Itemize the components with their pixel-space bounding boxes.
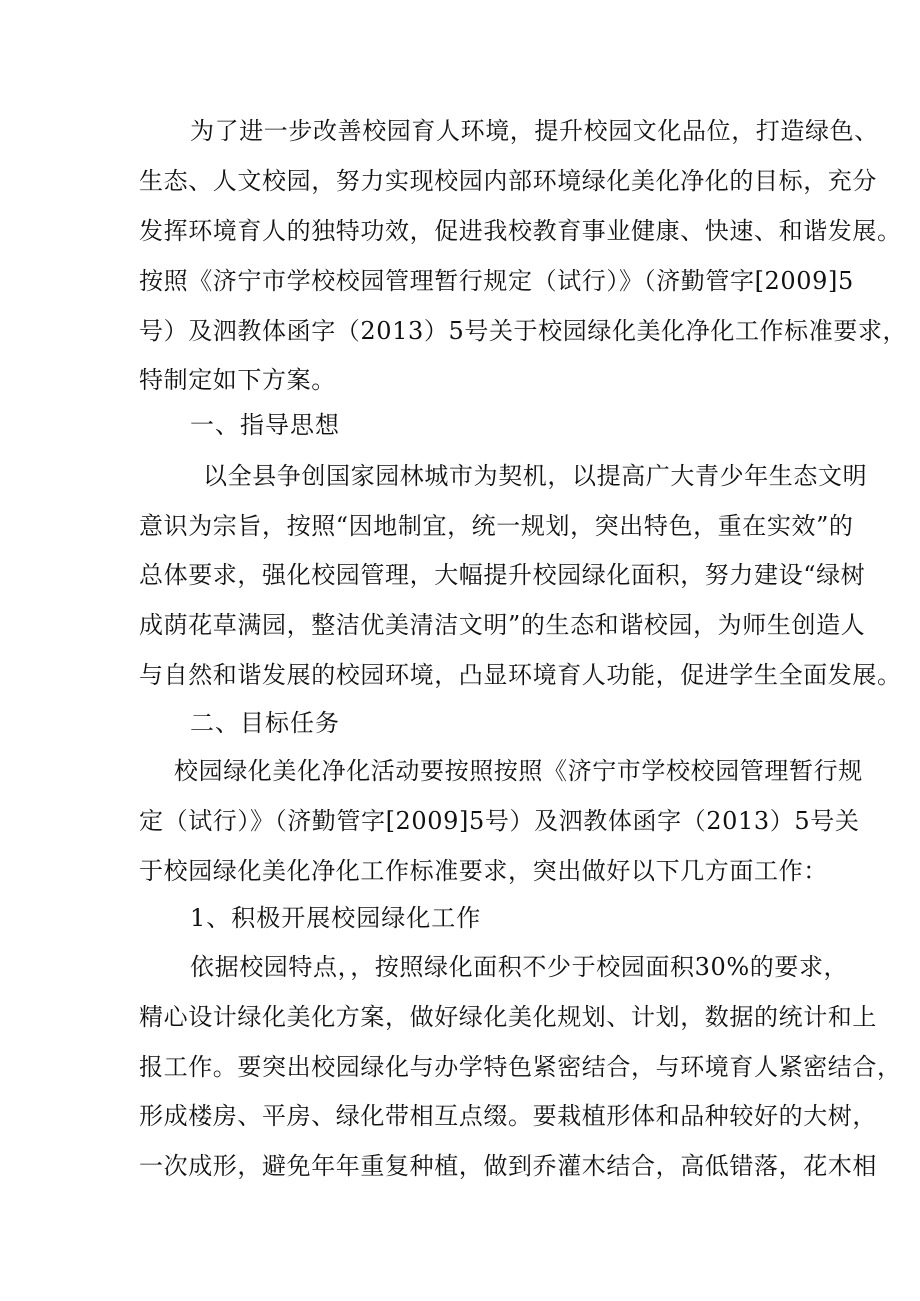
section-2-line-3: 于校园绿化美化净化工作标准要求，突出做好以下几方面工作： xyxy=(139,857,828,885)
section-2-heading: 二、目标任务 xyxy=(190,709,340,737)
intro-line-6: 特制定如下方案。 xyxy=(139,366,336,394)
subsection-1-heading: 1、积极开展校园绿化工作 xyxy=(190,904,482,932)
section-1-line-2: 意识为宗旨，按照“因地制宜，统一规划，突出特色，重在实效”的 xyxy=(139,512,854,540)
section-1-line-3: 总体要求，强化校园管理，大幅提升校园绿化面积，努力建设“绿树 xyxy=(139,561,866,589)
subsection-1-line-2: 精心设计绿化美化方案，做好绿化美化规划、计划，数据的统计和上 xyxy=(139,1003,877,1031)
subsection-1-line-4: 形成楼房、平房、绿化带相互点缀。要栽植形体和品种较好的大树， xyxy=(139,1102,877,1130)
section-2-line-2: 定（试行）》（济勤管字[2009]5号）及泗教体函字（2013）5号关 xyxy=(139,807,860,835)
section-1-line-5: 与自然和谐发展的校园环境，凸显环境育人功能，促进学生全面发展。 xyxy=(139,661,902,689)
subsection-1-line-1: 依据校园特点，，按照绿化面积不少于校园面积30%的要求， xyxy=(190,953,849,981)
subsection-1-line-5: 一次成形，避免年年重复种植，做到乔灌木结合，高低错落，花木相 xyxy=(139,1152,877,1180)
section-1-line-1: 以全县争创国家园林城市为契机，以提高广大青少年生态文明 xyxy=(203,462,868,490)
intro-line-1: 为了进一步改善校园育人环境，提升校园文化品位，打造绿色、 xyxy=(190,117,879,145)
subsection-1-line-3: 报工作。要突出校园绿化与办学特色紧密结合，与环境育人紧密结合， xyxy=(139,1053,902,1081)
intro-line-3: 发挥环境育人的独特功效，促进我校教育事业健康、快速、和谐发展。 xyxy=(139,217,902,245)
section-1-line-4: 成荫花草满园，整洁优美清洁文明”的生态和谐校园，为师生创造人 xyxy=(139,611,866,639)
intro-line-4: 按照《济宁市学校校园管理暂行规定（试行）》（济勤管字[2009]5 xyxy=(139,267,854,295)
intro-line-5: 号）及泗教体函字（2013）5号关于校园绿化美化净化工作标准要求， xyxy=(139,317,908,345)
section-2-line-1: 校园绿化美化净化活动要按照按照《济宁市学校校园管理暂行规 xyxy=(174,757,863,785)
section-1-heading: 一、指导思想 xyxy=(190,411,340,439)
intro-line-2: 生态、人文校园，努力实现校园内部环境绿化美化净化的目标，充分 xyxy=(139,167,877,195)
